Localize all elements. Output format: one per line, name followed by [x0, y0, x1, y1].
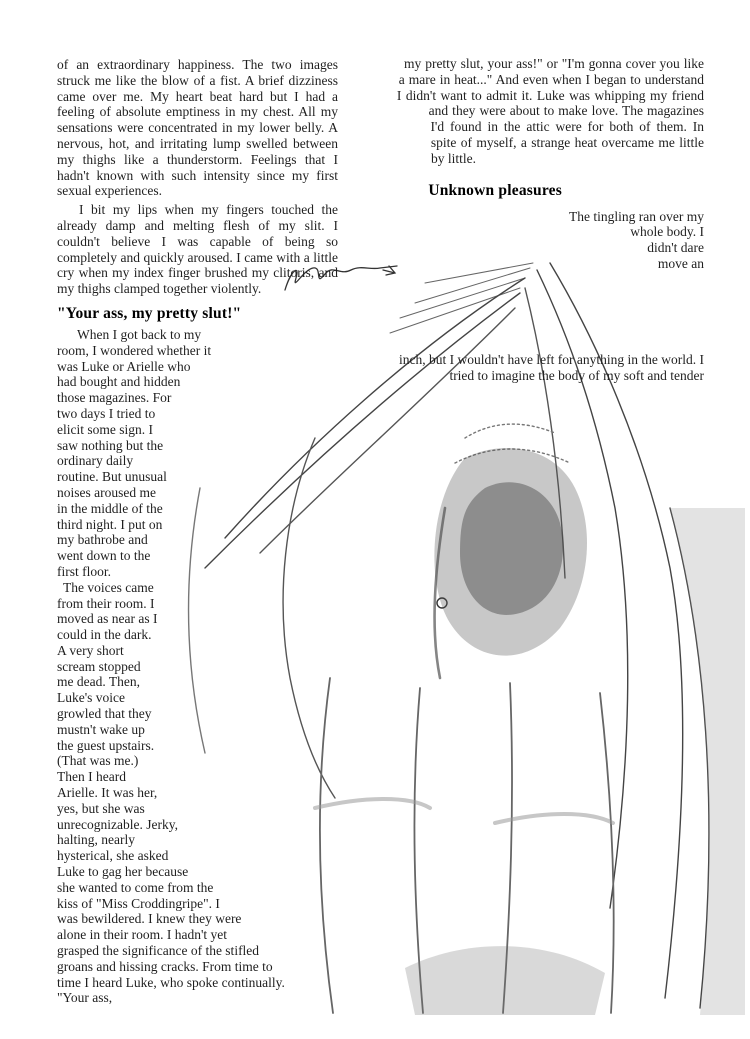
wrapped-text-block	[57, 327, 338, 1006]
text-column-left	[57, 57, 338, 1027]
paragraph: The voices came from their room. I moved as near as I could in the dark. A very short scream stopped me dead. Then, Luke's voice growled that they mustn't wake up the guest upstairs. (That was me.) Then I heard Arielle. It was her, yes, but she was unrecognizable. Jerky, halting, nearly hysterical, she asked Luke to gag her because she wanted to come from the kiss of "Miss Croddingripe". I was bewildered. I knew they were alone in their room. I hadn't yet grasped the significance of the stifled groans and hissing cracks. From time to time I heard Luke, who spoke continually. "Your ass,	[57, 579, 285, 1006]
paragraph: When I got back to my room, I wondered whether it was Luke or Arielle who had bought and hidden those magazines. For two days I tried to elicit some sign. I saw nothing but the ordinary daily routine. But unusual noises aroused me in the middle of the third night. I put on my bathrobe and went down to the first floor.	[57, 326, 212, 579]
text-column-right	[394, 56, 704, 383]
paragraph: of an extraordinary happiness. The two images struck me like the blow of a fist. A brief dizziness came over me. My heart beat hard but I had a feeling of absolute emptiness in my chest. All my sensations were concentrated in my lower belly. A nervous, hot, and irritating lump swelled between my thighs like a thunderstorm. Feelings that I hadn't known with such intensity since my first sexual experiences.	[57, 57, 338, 199]
section-heading-your-ass: "Your ass, my pretty slut!"	[57, 304, 242, 322]
paragraph: I bit my lips when my fingers touched the already damp and melting flesh of my slit. I couldn't believe I was capable of being so completely and quickly aroused. I came with a little cry when my index finger brushed my clitoris, and my thighs clamped together violently.	[57, 202, 338, 297]
section-heading-unknown-pleasures: Unknown pleasures	[428, 181, 562, 199]
paragraph: The tingling ran over my whole body. I didn't dare move an inch, but I wouldn't have left for anything in the world. I tried to imagine the body of my soft and tender	[399, 208, 704, 383]
paragraph: my pretty slut, your ass!" or "I'm gonna cover you like a mare in heat..." And even when I began to understand I didn't want to admit it. Luke was whipping my friend and they were about to make love. The magazines I'd found in the attic were for both of them. In spite of myself, a strange heat overcame me little by little.	[396, 56, 704, 166]
